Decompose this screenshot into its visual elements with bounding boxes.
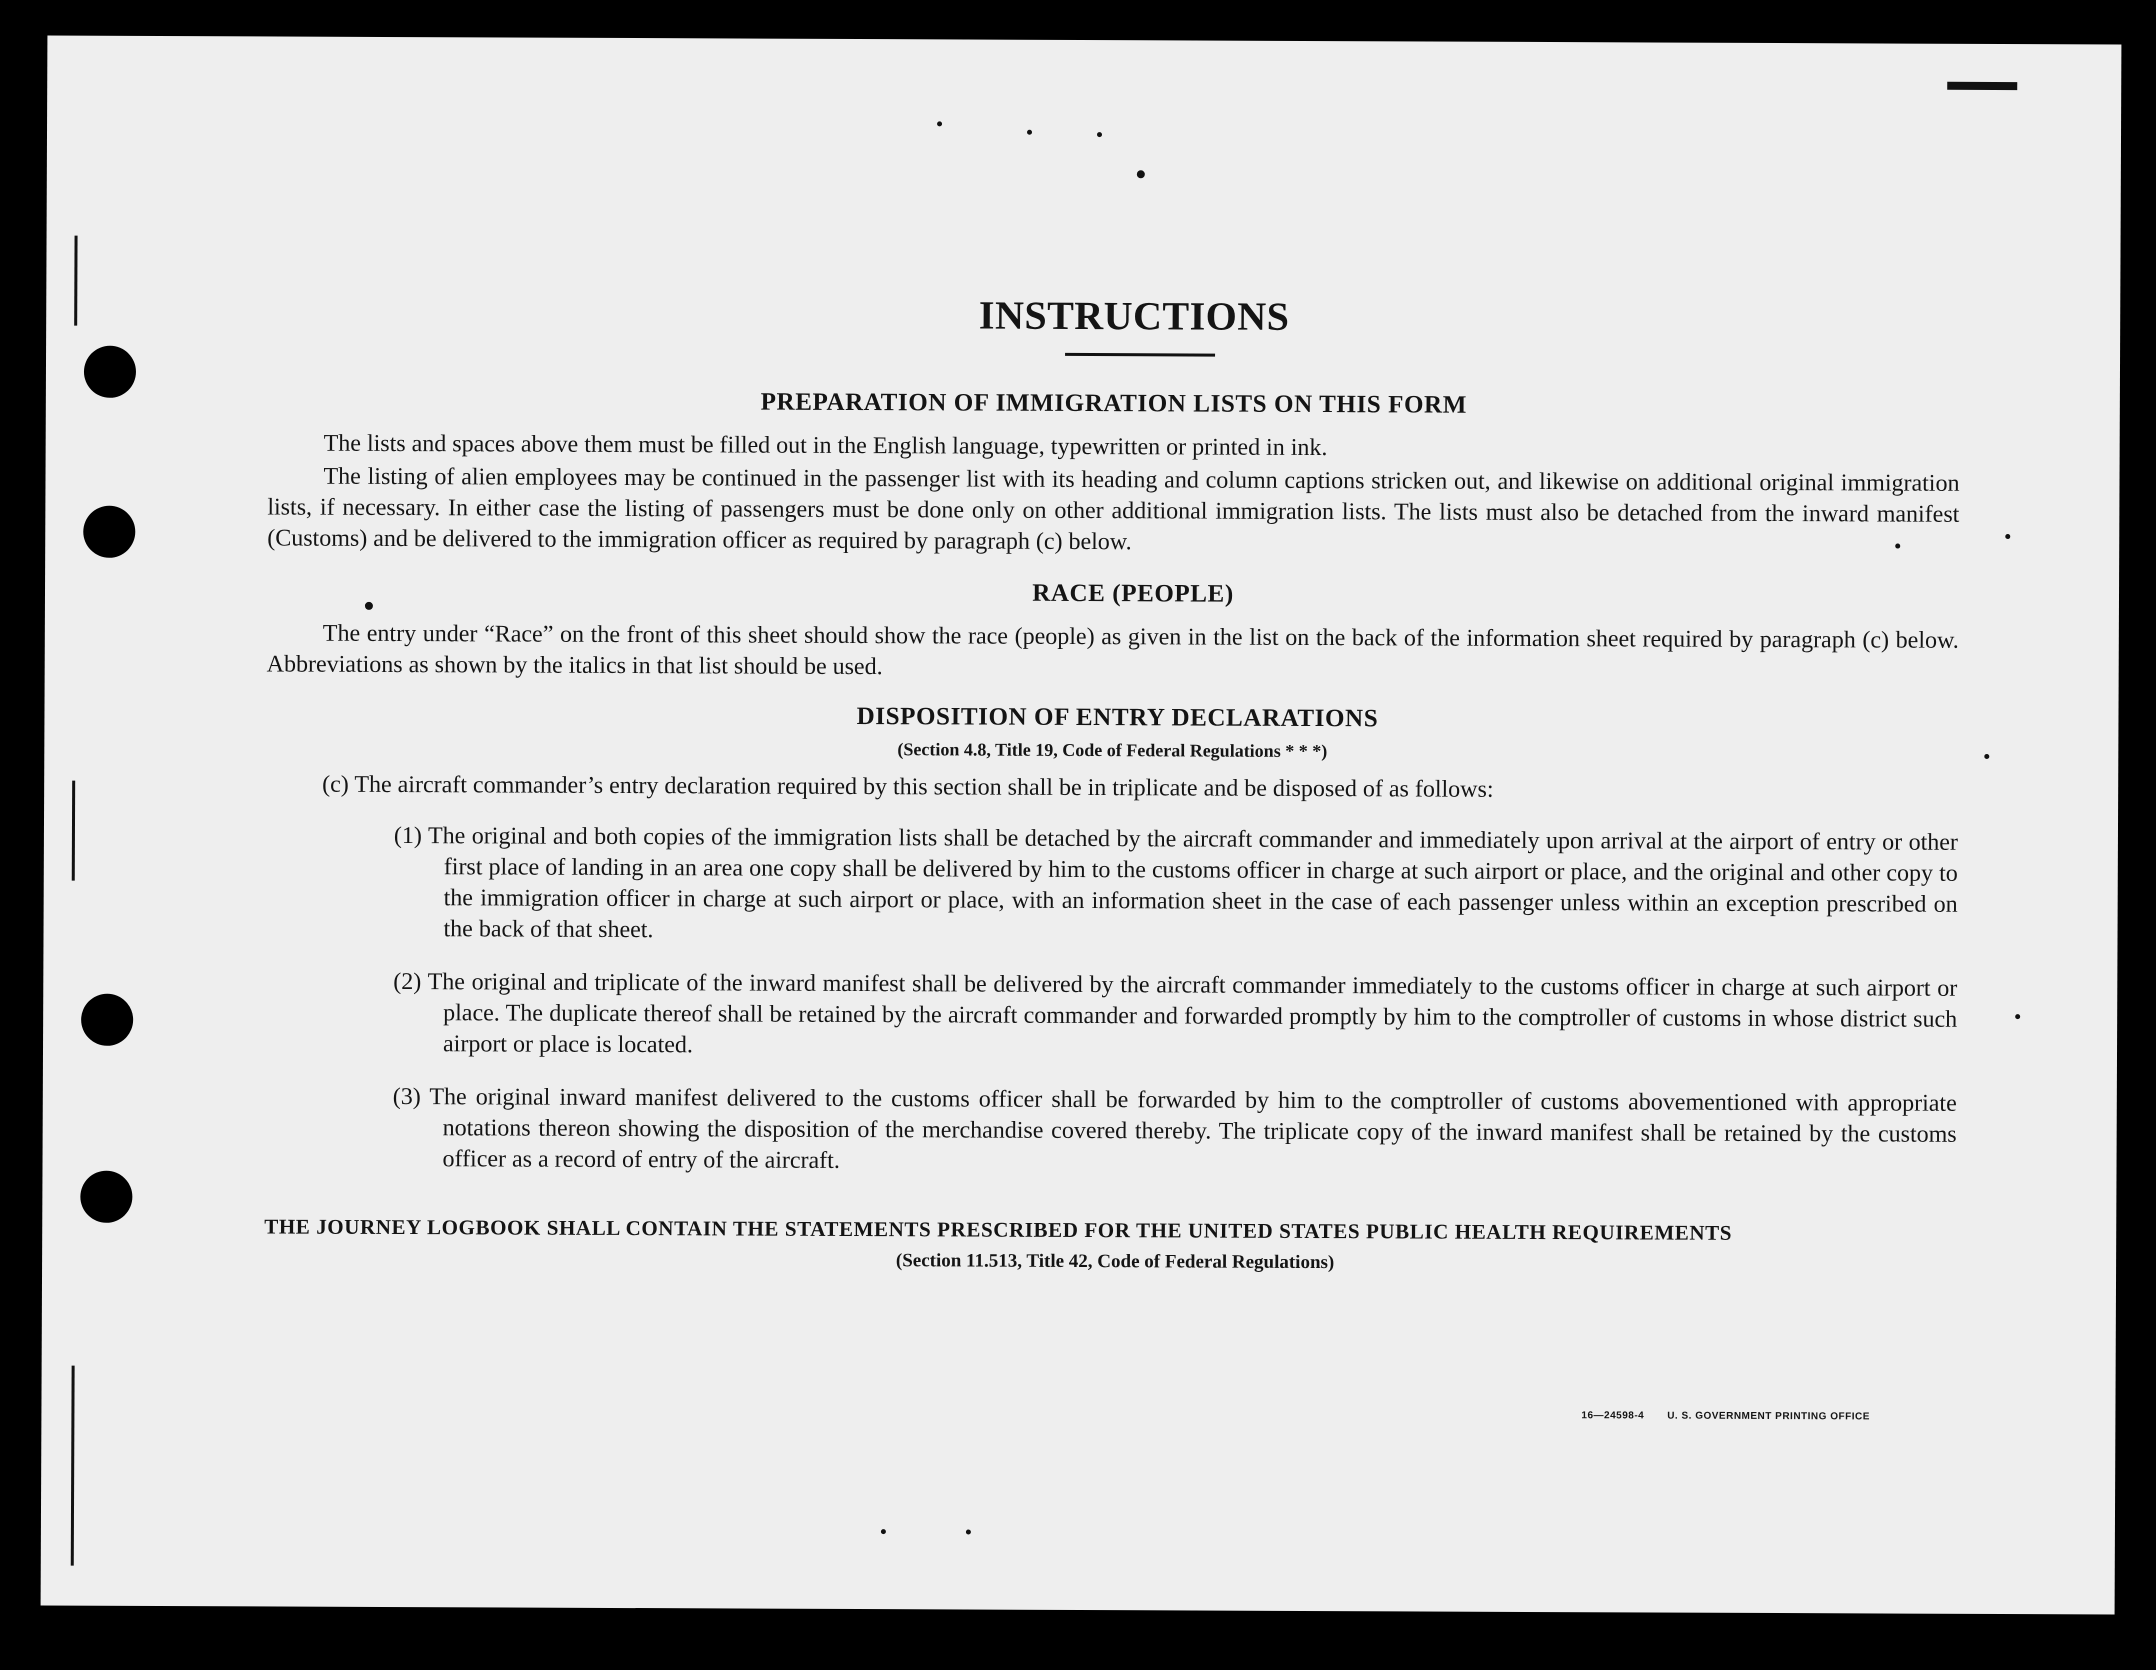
form-number: 16—24598-4 — [1581, 1410, 1645, 1422]
speck — [1137, 170, 1145, 178]
disposition-heading: DISPOSITION OF ENTRY DECLARATIONS — [856, 703, 1379, 733]
edge-mark — [71, 1366, 75, 1566]
logbook-citation: (Section 11.513, Title 42, Code of Federal Regulations) — [895, 1250, 1335, 1274]
race-paragraph: The entry under “Race” on the front of this sheet should show the race (people) as given in the list on the back of the information sheet required by paragraph (c) below. Abbreviations as shown by the italics in that list should be used. — [266, 620, 1959, 681]
speck — [1984, 754, 1989, 759]
speck — [1097, 132, 1102, 137]
print-footer — [1581, 1410, 1870, 1422]
speck — [937, 121, 942, 126]
punch-hole — [81, 994, 133, 1046]
preparation-paragraph-1: The lists and spaces above them must be filled out in the English language, typewritten or printed in ink. — [323, 430, 1328, 462]
disposition-citation: (Section 4.8, Title 19, Code of Federal Regulations * * *) — [897, 739, 1328, 762]
speck — [881, 1529, 886, 1534]
speck — [1027, 130, 1032, 135]
disposition-item-2: (2) The original and triplicate of the inward manifest shall be delivered by the aircraft commander immediately to the customs officer in charge at such airport or place. The duplicate thereof shall be retained by the aircraft commander and forwarded promptly by him to the comptroller of customs in whose district such airport or place is located. — [393, 969, 1958, 1059]
race-heading: RACE (PEOPLE) — [1032, 579, 1234, 608]
punch-hole — [83, 506, 135, 558]
edge-mark — [74, 236, 77, 326]
document-page — [41, 35, 2122, 1614]
instructions-body — [264, 288, 1960, 1288]
edge-mark — [1947, 82, 2017, 90]
preparation-paragraph-2: The listing of alien employees may be continued in the passenger list with its heading and column captions stricken out, and likewise on additional original immigration lists, if necessary. In either case the listing of passengers must be done only on other additional immigration lists. The lists must also be detached from the inward manifest (Customs) and be delivered to the immigration officer as required by paragraph (c) below. — [267, 463, 1960, 556]
preparation-heading: PREPARATION OF IMMIGRATION LISTS ON THIS FORM — [760, 388, 1468, 419]
speck — [2015, 1014, 2020, 1019]
disposition-item-1: (1) The original and both copies of the immigration lists shall be detached by the aircraft commander and immediately upon arrival at the airport of entry or other first place of landing in an area one copy shall be delivered by him to the customs officer in charge at such airport or place, and the original and other copy to the immigration officer in charge at such airport or place, with an information sheet in the case of each passenger unless within an exception prescribed on the back of that sheet. — [393, 823, 1958, 944]
punch-hole — [80, 1171, 132, 1223]
punch-hole — [84, 346, 136, 398]
edge-mark — [72, 781, 75, 881]
printer-credit: U. S. GOVERNMENT PRINTING OFFICE — [1667, 1410, 1870, 1423]
disposition-item-3: (3) The original inward manifest delivered to the customs officer shall be forwarded by him to the comptroller of customs abovementioned with appropriate notations thereon showing the disposition of the merchandise covered thereby. The triplicate copy of the inward manifest shall be retained by the customs officer as a record of entry of the aircraft. — [392, 1083, 1957, 1174]
disposition-intro: (c) The aircraft commander’s entry declaration required by this section shall be in triplicate and be disposed of as follows: — [322, 771, 1494, 803]
speck — [966, 1530, 971, 1535]
page-title: INSTRUCTIONS — [978, 292, 1290, 339]
speck — [2005, 534, 2010, 539]
logbook-statement: THE JOURNEY LOGBOOK SHALL CONTAIN THE STATEMENTS PRESCRIBED FOR THE UNITED STATES PUBLIC HEALTH REQUIREMENTS — [264, 1214, 1733, 1245]
